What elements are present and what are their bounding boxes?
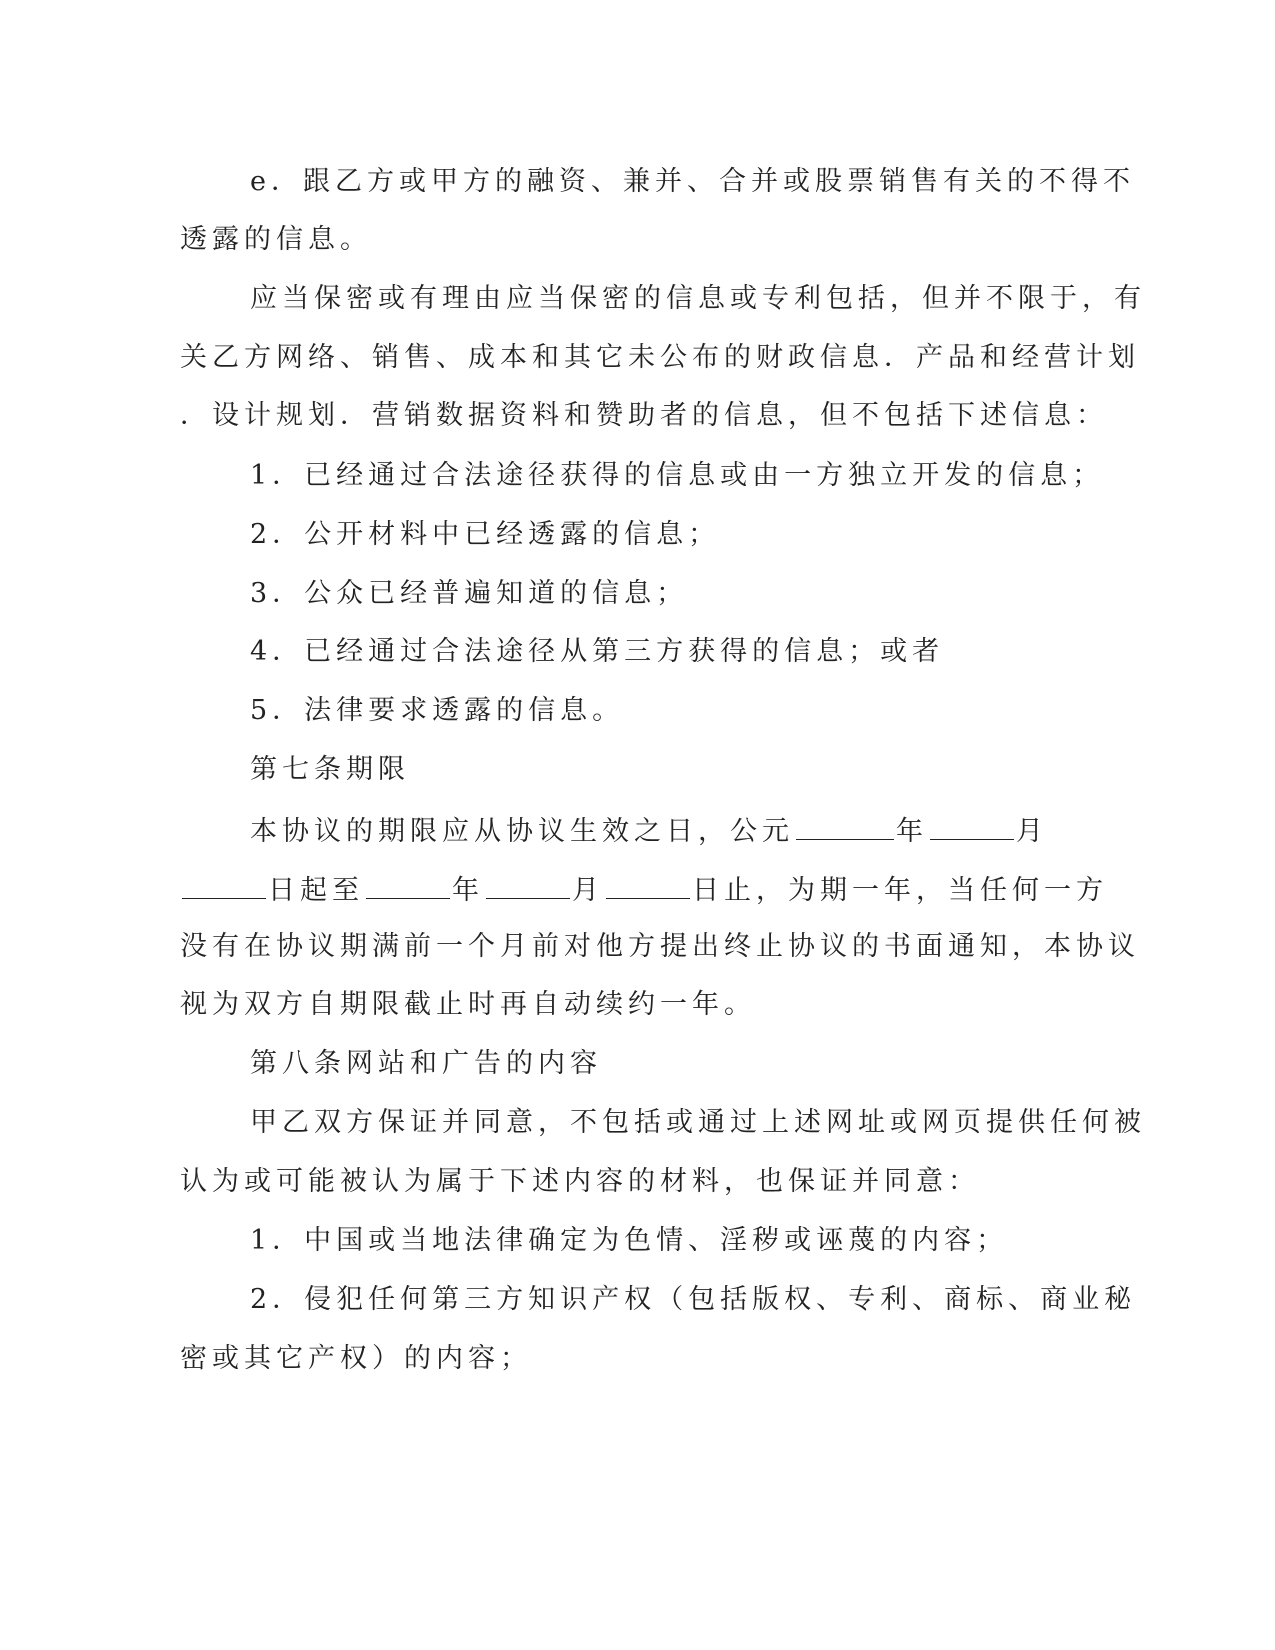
date-blank <box>606 870 690 899</box>
paragraph-line: ．设计规划．营销数据资料和赞助者的信息，但不包括下述信息： <box>180 400 1108 431</box>
section-heading: 第七条期限 <box>250 754 410 785</box>
list-item: 2．侵犯任何第三方知识产权（包括版权、专利、商标、商业秘 <box>250 1284 1137 1315</box>
month-label: 月 <box>1016 816 1048 847</box>
paragraph-line: 应当保密或有理由应当保密的信息或专利包括，但并不限于，有 <box>250 283 1146 314</box>
line-segment: 日止，为期一年，当任何一方 <box>692 875 1108 906</box>
paragraph-line: 透露的信息。 <box>180 224 372 255</box>
date-blank <box>796 811 894 840</box>
date-blank <box>182 870 266 899</box>
paragraph-line <box>180 870 1108 909</box>
paragraph-line: 认为或可能被认为属于下述内容的材料，也保证并同意： <box>180 1166 980 1197</box>
list-item: 5．法律要求透露的信息。 <box>250 695 625 726</box>
list-item: 1．中国或当地法律确定为色情、淫秽或诬蔑的内容； <box>250 1225 1009 1256</box>
month-label: 月 <box>572 875 604 906</box>
paragraph-line: 没有在协议期满前一个月前对他方提出终止协议的书面通知，本协议 <box>180 931 1140 962</box>
year-label: 年 <box>452 875 484 906</box>
paragraph-line: e．跟乙方或甲方的融资、兼并、合并或股票销售有关的不得不 <box>250 166 1135 197</box>
paragraph-line: 视为双方自期限截止时再自动续约一年。 <box>180 989 756 1020</box>
section-heading: 第八条网站和广告的内容 <box>250 1048 602 1079</box>
date-blank <box>486 870 570 899</box>
date-blank <box>366 870 450 899</box>
list-item: 3．公众已经普遍知道的信息； <box>250 578 689 609</box>
list-item: 密或其它产权）的内容； <box>180 1343 532 1374</box>
paragraph-line <box>250 811 1130 850</box>
line-segment: 本协议的期限应从协议生效之日，公元 <box>250 816 794 847</box>
line-segment: 日起至 <box>268 875 364 906</box>
year-label: 年 <box>896 816 928 847</box>
paragraph-line: 甲乙双方保证并同意，不包括或通过上述网址或网页提供任何被 <box>250 1107 1146 1138</box>
paragraph-line: 关乙方网络、销售、成本和其它未公布的财政信息．产品和经营计划 <box>180 342 1140 373</box>
list-item: 4．已经通过合法途径从第三方获得的信息；或者 <box>250 636 945 667</box>
list-item: 1．已经通过合法途径获得的信息或由一方独立开发的信息； <box>250 460 1105 491</box>
date-blank <box>930 811 1014 840</box>
list-item: 2．公开材料中已经透露的信息； <box>250 519 721 550</box>
